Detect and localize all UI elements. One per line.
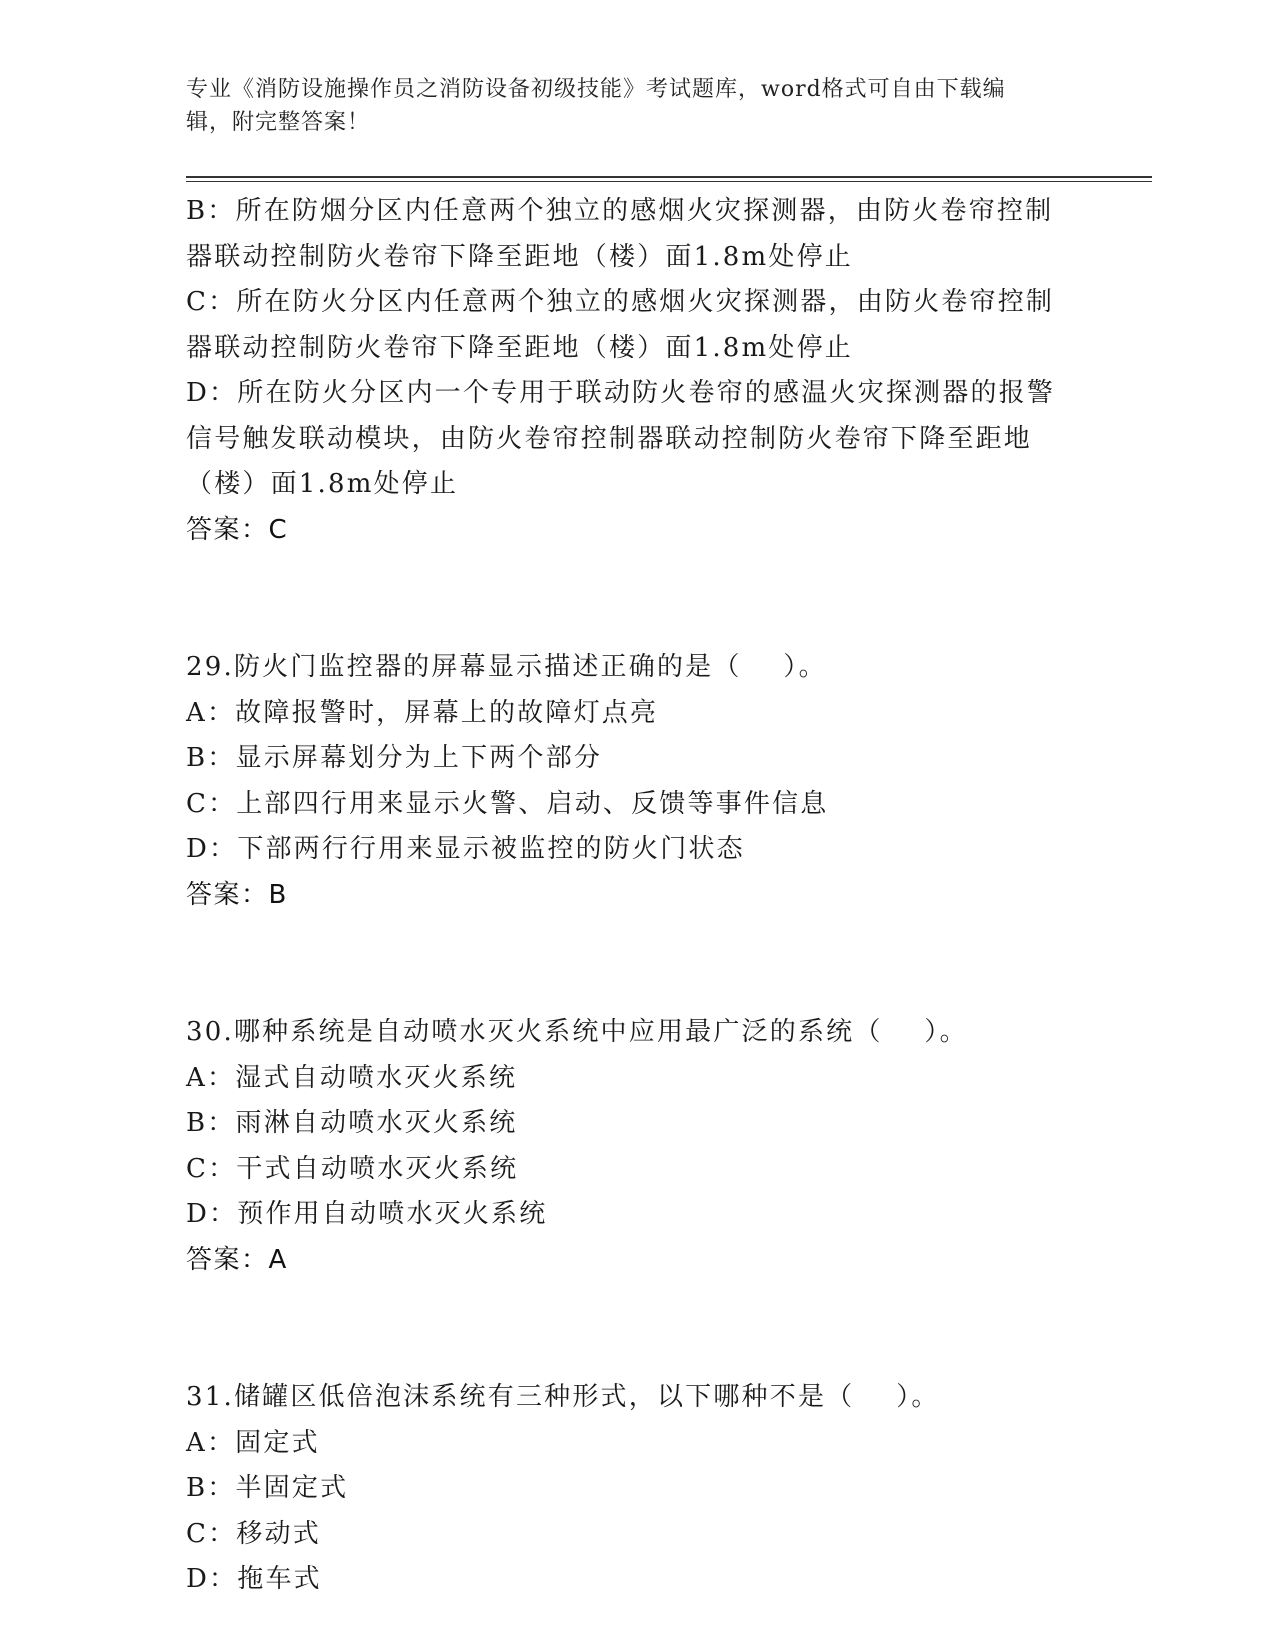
option-line: 信号触发联动模块，由防火卷帘控制器联动控制防火卷帘下降至距地 [186,423,1033,454]
option-line: 器联动控制防火卷帘下降至距地（楼）面1.8m处停止 [186,332,854,363]
answer-line: 答案：A [186,1244,288,1275]
option-b: B：显示屏幕划分为上下两个部分 [186,743,603,773]
question-stem: 30.哪种系统是自动喷水灭火系统中应用最广泛的系统（ ）。 [186,1017,968,1047]
option-c: C：上部四行用来显示火警、启动、反馈等事件信息 [186,788,829,819]
header-divider-thick [186,176,1152,178]
header-line-1: 专业《消防设施操作员之消防设备初级技能》考试题库，word格式可自由下载编 [186,77,1006,102]
option-c: C：移动式 [186,1518,321,1549]
question-stem: 29.防火门监控器的屏幕显示描述正确的是（ ）。 [186,652,827,682]
question-content [186,189,1086,1603]
answer-line: 答案：C [186,514,289,545]
document-header [186,73,1066,139]
option-c: C：干式自动喷水灭火系统 [186,1153,519,1184]
option-b: B：雨淋自动喷水灭火系统 [186,1108,518,1138]
option-d: D：预作用自动喷水灭火系统 [186,1199,548,1229]
answer-line: 答案：B [186,879,288,910]
spacer [186,1283,1086,1375]
option-d: D：下部两行行用来显示被监控的防火门状态 [186,834,745,864]
option-a: A：湿式自动喷水灭火系统 [186,1062,518,1093]
spacer [186,553,1086,645]
option-line: 器联动控制防火卷帘下降至距地（楼）面1.8m处停止 [186,241,854,272]
header-line-2: 辑，附完整答案！ [186,110,371,135]
option-d: D：拖车式 [186,1564,322,1594]
spacer [186,918,1086,1010]
option-line: （楼）面1.8m处停止 [186,469,459,499]
question-30 [186,1010,1086,1283]
question-31 [186,1375,1086,1603]
option-line: C：所在防火分区内任意两个独立的感烟火灾探测器，由防火卷帘控制 [186,287,1055,317]
question-28-continuation [186,189,1086,553]
question-stem: 31.储罐区低倍泡沫系统有三种形式，以下哪种不是（ ）。 [186,1382,940,1412]
option-line: D：所在防火分区内一个专用于联动防火卷帘的感温火灾探测器的报警 [186,378,1056,408]
option-a: A：故障报警时，屏幕上的故障灯点亮 [186,697,659,728]
question-29 [186,645,1086,918]
option-line: B：所在防烟分区内任意两个独立的感烟火灾探测器，由防火卷帘控制 [186,196,1054,226]
option-b: B：半固定式 [186,1473,349,1503]
option-a: A：固定式 [186,1427,320,1458]
header-divider-thin [186,181,1152,182]
